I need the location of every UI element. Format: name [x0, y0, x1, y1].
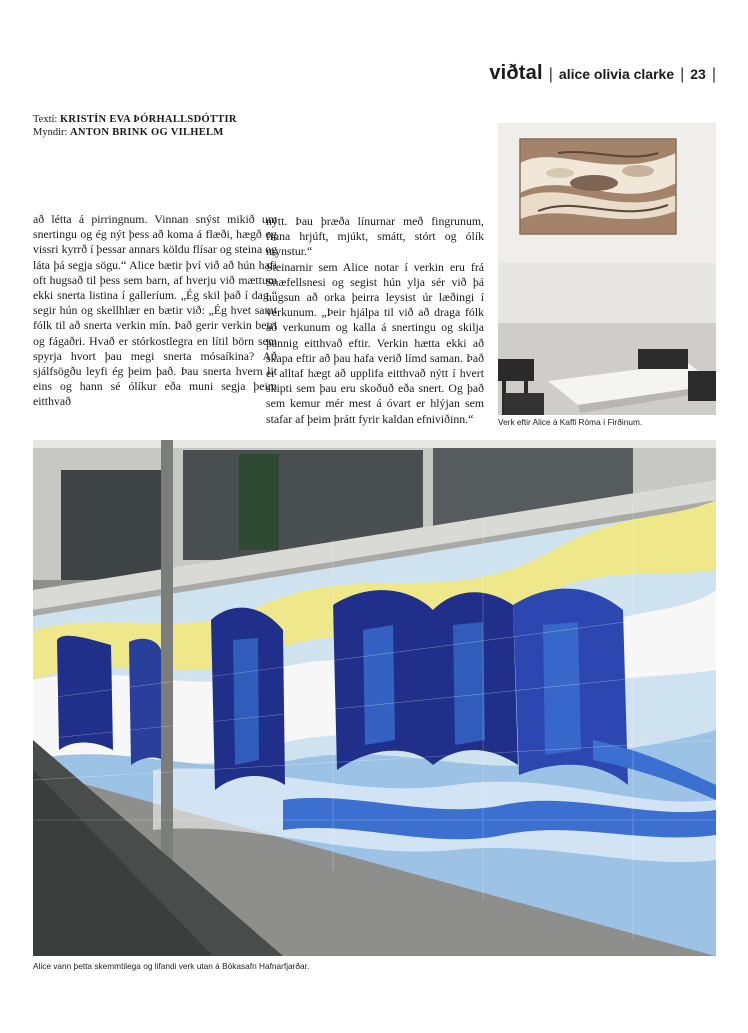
text-credit-name: KRISTÍN EVA ÞÓRHALLSDÓTTIR [59, 114, 237, 125]
body-paragraph: Steinarnir sem Alice notar í verkin eru frá Snæfellsnesi og segist hún ylja sér við þá hugsun að orka þeirra leysist úr læðingi í verkunum. „Þeir hjálpa til við að draga fólk að verkunum og kalla á snertingu og skilja þannig eitthvað eftir. Verkin hætta ekki að skapa eftir að þau hafa verið límd saman. Það er alltaf hægt að upplifa eitthvað nýtt í hvert skipti sem þau eru skoðuð eða snert. Og það sem kemur mér mest á óvart er hlýjan sem stafar af þeim þrátt fyrir kaldan efniviðinn.“ [266, 259, 484, 426]
article-subject: alice olivia clarke [558, 66, 675, 82]
body-paragraph: nýtt. Þau þræða línurnar með fingrunum, finna hrjúft, mjúkt, smátt, stórt og ólík mynstur.“ [266, 214, 484, 259]
cafe-mosaic-photo [498, 123, 716, 415]
body-paragraph: að létta á pirringnum. Vinnan snýst mikið um snertingu og ég nýt þess að koma á flæði, hægð og vissri kyrrð í þessar annars köldu flísar og steina og láta þá segja sögu.“ Alice bætir því við að hún hafi oft hugsað til þess sem barn, af hverju við mættum ekki snerta listina í galleríum. „Ég skil það í dag,“ segir hún og skellhlær en bætir við: „Ég hvet samt fólk til að snerta verkin mín. Það gerir verkin betri og fágaðri. Hvað er stórkostlegra en lítil börn sem spyrja hvort þau megi snerta mósaíkina? Að sjálfsögðu leyfi ég þeim það. Þau snerta hvern lit eins og hann sé ólíkur eða muni segja þeim eitthvað [33, 212, 277, 409]
body-column-1 [33, 212, 277, 410]
header-divider: | [548, 66, 553, 83]
header-divider: | [711, 66, 716, 83]
page-header [489, 62, 716, 85]
caption-top-photo: Verk eftir Alice á Kaffi Róma í Firðinum. [498, 417, 643, 427]
caption-main-photo: Alice vann þetta skemmtilega og lifandi verk utan á Bókasafn Hafnarfjarðar. [33, 961, 310, 971]
library-mosaic-photo [33, 440, 716, 956]
photo-credit-label: Myndir: [33, 127, 68, 138]
photo-credit-name: ANTON BRINK OG VILHELM [70, 127, 224, 138]
text-credit-label: Texti: [33, 114, 58, 125]
byline [33, 113, 237, 139]
header-divider: | [680, 66, 685, 83]
section-title: viðtal [489, 62, 543, 84]
page-number: 23 [690, 66, 706, 82]
body-column-2 [266, 214, 484, 427]
